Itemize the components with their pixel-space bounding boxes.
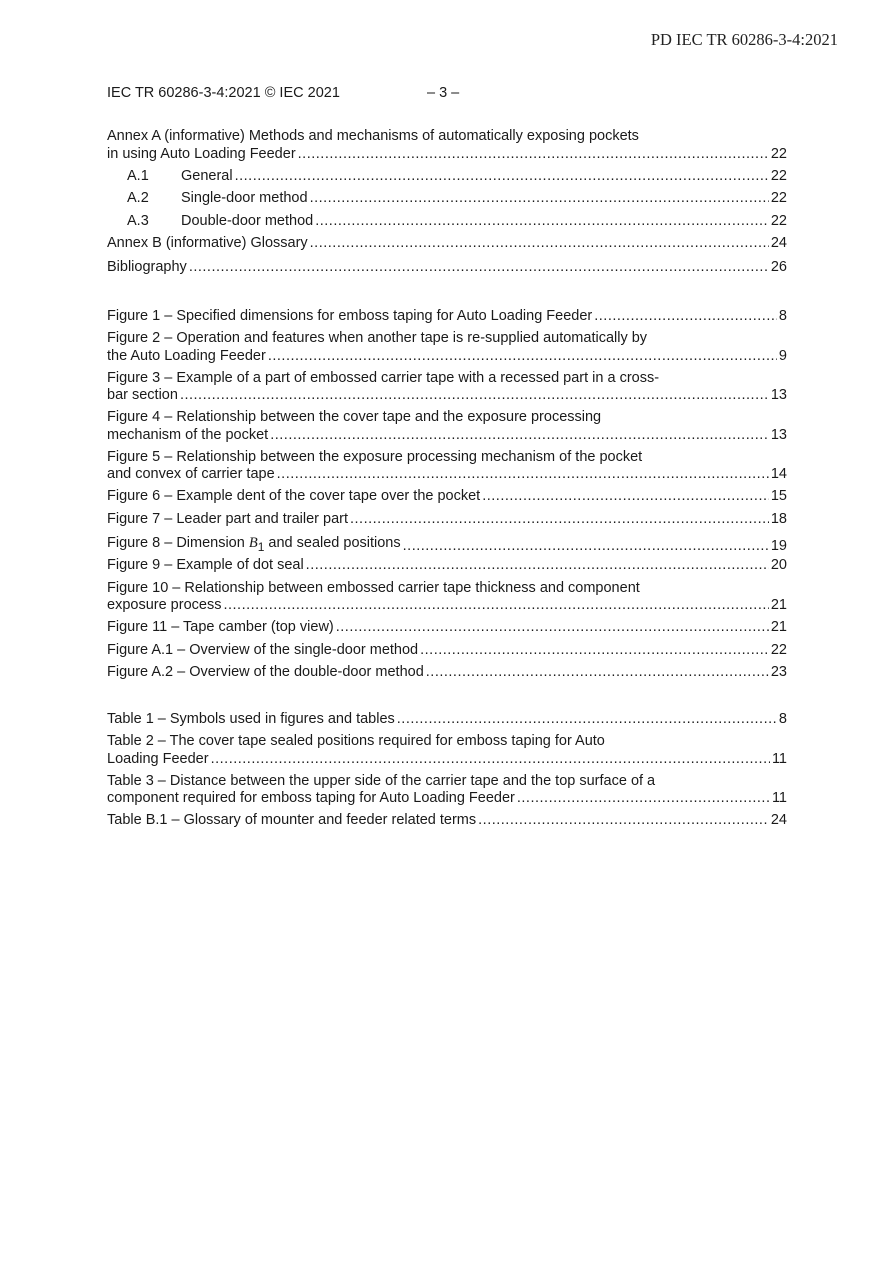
dot-leader	[298, 146, 769, 164]
figure-entry[interactable]	[107, 488, 787, 506]
table-entry[interactable]	[107, 711, 787, 729]
toc-entry-line: Figure 3 – Example of a part of embossed carrier tape with a recessed part in a cross-	[107, 369, 660, 386]
toc-page-number: 9	[778, 347, 787, 364]
toc-entry-a1[interactable]	[107, 168, 787, 186]
toc-entry-line: the Auto Loading Feeder	[107, 347, 266, 364]
toc-entry-a3[interactable]	[107, 213, 787, 231]
dot-leader	[211, 751, 770, 769]
toc-page-number: 22	[770, 145, 787, 162]
toc-page-number: 21	[770, 597, 787, 613]
dot-leader	[306, 557, 769, 575]
toc-entry-a2[interactable]	[107, 190, 787, 208]
toc-entry-line: bar section	[107, 387, 178, 403]
toc-entry-line: Figure 2 – Operation and features when another tape is re-supplied automatically by	[107, 330, 648, 346]
toc-section-number: A.1	[127, 167, 149, 184]
toc-page-number: 11	[771, 790, 787, 806]
toc-entry-line: Figure 5 – Relationship between the exposure processing mechanism of the pocket	[107, 448, 643, 465]
toc-page-number: 19	[770, 538, 787, 555]
toc-entry-line: Table 3 – Distance between the upper side of the carrier tape and the top surface of a	[107, 772, 656, 789]
toc-page-number: 23	[770, 664, 787, 680]
figure-entry[interactable]	[107, 642, 787, 660]
header-page-number: – 3 –	[427, 85, 460, 101]
toc-page-number: 13	[770, 387, 787, 403]
toc-entry-title: Figure 1 – Specified dimensions for emboss taping for Auto Loading Feeder	[107, 307, 593, 324]
dot-leader	[403, 538, 769, 556]
toc-entry-title: Bibliography	[107, 259, 187, 275]
toc-entry-line: Annex A (informative) Methods and mechanisms of automatically exposing pockets	[107, 128, 639, 144]
dot-leader	[594, 308, 777, 326]
toc-entry-title: Figure 8 – Dimension	[107, 534, 249, 551]
dot-leader	[310, 190, 769, 208]
toc-page-number: 20	[770, 557, 787, 573]
toc-entry-line: exposure process	[107, 597, 222, 613]
toc-section-title: Double-door method	[181, 212, 314, 229]
toc-entry-line: in using Auto Loading Feeder	[107, 145, 296, 162]
toc-page-number: 13	[770, 426, 787, 443]
toc-entry-title: Annex B (informative) Glossary	[107, 235, 308, 251]
dot-leader	[315, 213, 769, 231]
figure-entry[interactable]	[107, 580, 787, 615]
toc-entry-title: Figure 6 – Example dent of the cover tape over the pocket	[107, 488, 481, 504]
dot-leader	[336, 619, 769, 637]
dot-leader	[397, 711, 777, 729]
dot-leader	[350, 511, 769, 529]
toc-entry-line: Table 2 – The cover tape sealed positions required for emboss taping for Auto	[107, 733, 605, 749]
page-header	[107, 85, 787, 105]
table-of-contents	[107, 128, 787, 835]
toc-page-number: 22	[770, 641, 787, 658]
toc-entry-title-end: and sealed positions	[264, 534, 401, 551]
figure-entry[interactable]	[107, 664, 787, 682]
toc-entry-title: Figure A.1 – Overview of the single-door method	[107, 641, 419, 658]
dot-leader	[310, 235, 769, 253]
toc-page-number: 11	[771, 750, 787, 767]
toc-entry-title: Figure 11 – Tape camber (top view)	[107, 619, 334, 635]
toc-page-number: 22	[770, 190, 787, 206]
toc-entry-annex-b[interactable]	[107, 235, 787, 253]
dot-leader	[277, 466, 769, 484]
dot-leader	[426, 664, 769, 682]
dot-leader	[268, 348, 777, 366]
toc-section-title: General	[181, 167, 233, 184]
toc-entry-line: Figure 10 – Relationship between embossed carrier tape thickness and component	[107, 579, 640, 596]
toc-page-number: 15	[770, 488, 787, 504]
dot-leader	[478, 812, 769, 830]
dimension-symbol: $B_1$	[248, 534, 265, 554]
toc-page-number: 24	[770, 812, 787, 828]
document-id: PD IEC TR 60286-3-4:2021	[650, 30, 838, 49]
figure-entry[interactable]	[107, 511, 787, 529]
toc-page-number: 14	[770, 466, 787, 482]
figure-entry[interactable]	[107, 330, 787, 365]
dot-leader	[482, 488, 769, 506]
table-entry[interactable]	[107, 773, 787, 808]
dot-leader	[235, 168, 769, 186]
table-entry[interactable]	[107, 812, 787, 830]
figure-entry[interactable]	[107, 370, 787, 405]
toc-section-title: Single-door method	[181, 190, 308, 206]
toc-entry-title: Figure 9 – Example of dot seal	[107, 557, 304, 573]
figure-entry[interactable]	[107, 619, 787, 637]
toc-entry-line: and convex of carrier tape	[107, 466, 275, 482]
toc-entry-title: Figure A.2 – Overview of the double-door method	[107, 664, 424, 680]
dot-leader	[223, 597, 768, 615]
figure-entry[interactable]	[107, 535, 787, 553]
dot-leader	[189, 259, 769, 277]
figure-entry[interactable]	[107, 409, 787, 444]
toc-entry-line: mechanism of the pocket	[107, 426, 269, 443]
toc-page-number: 8	[778, 710, 787, 727]
figure-entry[interactable]	[107, 557, 787, 575]
figure-entry[interactable]	[107, 449, 787, 484]
toc-entry-bibliography[interactable]	[107, 259, 787, 277]
toc-section-number: A.2	[127, 190, 149, 206]
dot-leader	[517, 790, 770, 808]
toc-page-number: 8	[778, 307, 787, 324]
toc-entry-annex-a[interactable]	[107, 128, 787, 163]
toc-entry-line: component required for emboss taping for Auto Loading Feeder	[107, 790, 515, 806]
toc-entry-title: Table B.1 – Glossary of mounter and feeder related terms	[107, 812, 477, 828]
dot-leader	[420, 642, 769, 660]
figure-entry[interactable]	[107, 308, 787, 326]
dot-leader	[180, 387, 769, 405]
toc-entry-title: Figure 7 – Leader part and trailer part	[107, 510, 348, 527]
list-of-figures	[107, 308, 787, 683]
toc-entry-line: Figure 4 – Relationship between the cover tape and the exposure processing	[107, 409, 602, 425]
toc-page-number: 24	[770, 235, 787, 251]
toc-page-number: 22	[770, 212, 787, 229]
toc-page-number: 26	[770, 259, 787, 275]
list-of-tables	[107, 711, 787, 831]
header-copyright: IEC TR 60286-3-4:2021 © IEC 2021	[107, 85, 340, 101]
toc-page-number: 22	[770, 167, 787, 184]
toc-page-number: 21	[770, 619, 787, 635]
dot-leader	[270, 427, 769, 445]
toc-page-number: 18	[770, 510, 787, 527]
table-entry[interactable]	[107, 733, 787, 768]
toc-entry-line: Loading Feeder	[107, 750, 209, 767]
toc-section-number: A.3	[127, 212, 149, 229]
toc-entry-title: Table 1 – Symbols used in figures and tables	[107, 710, 395, 727]
